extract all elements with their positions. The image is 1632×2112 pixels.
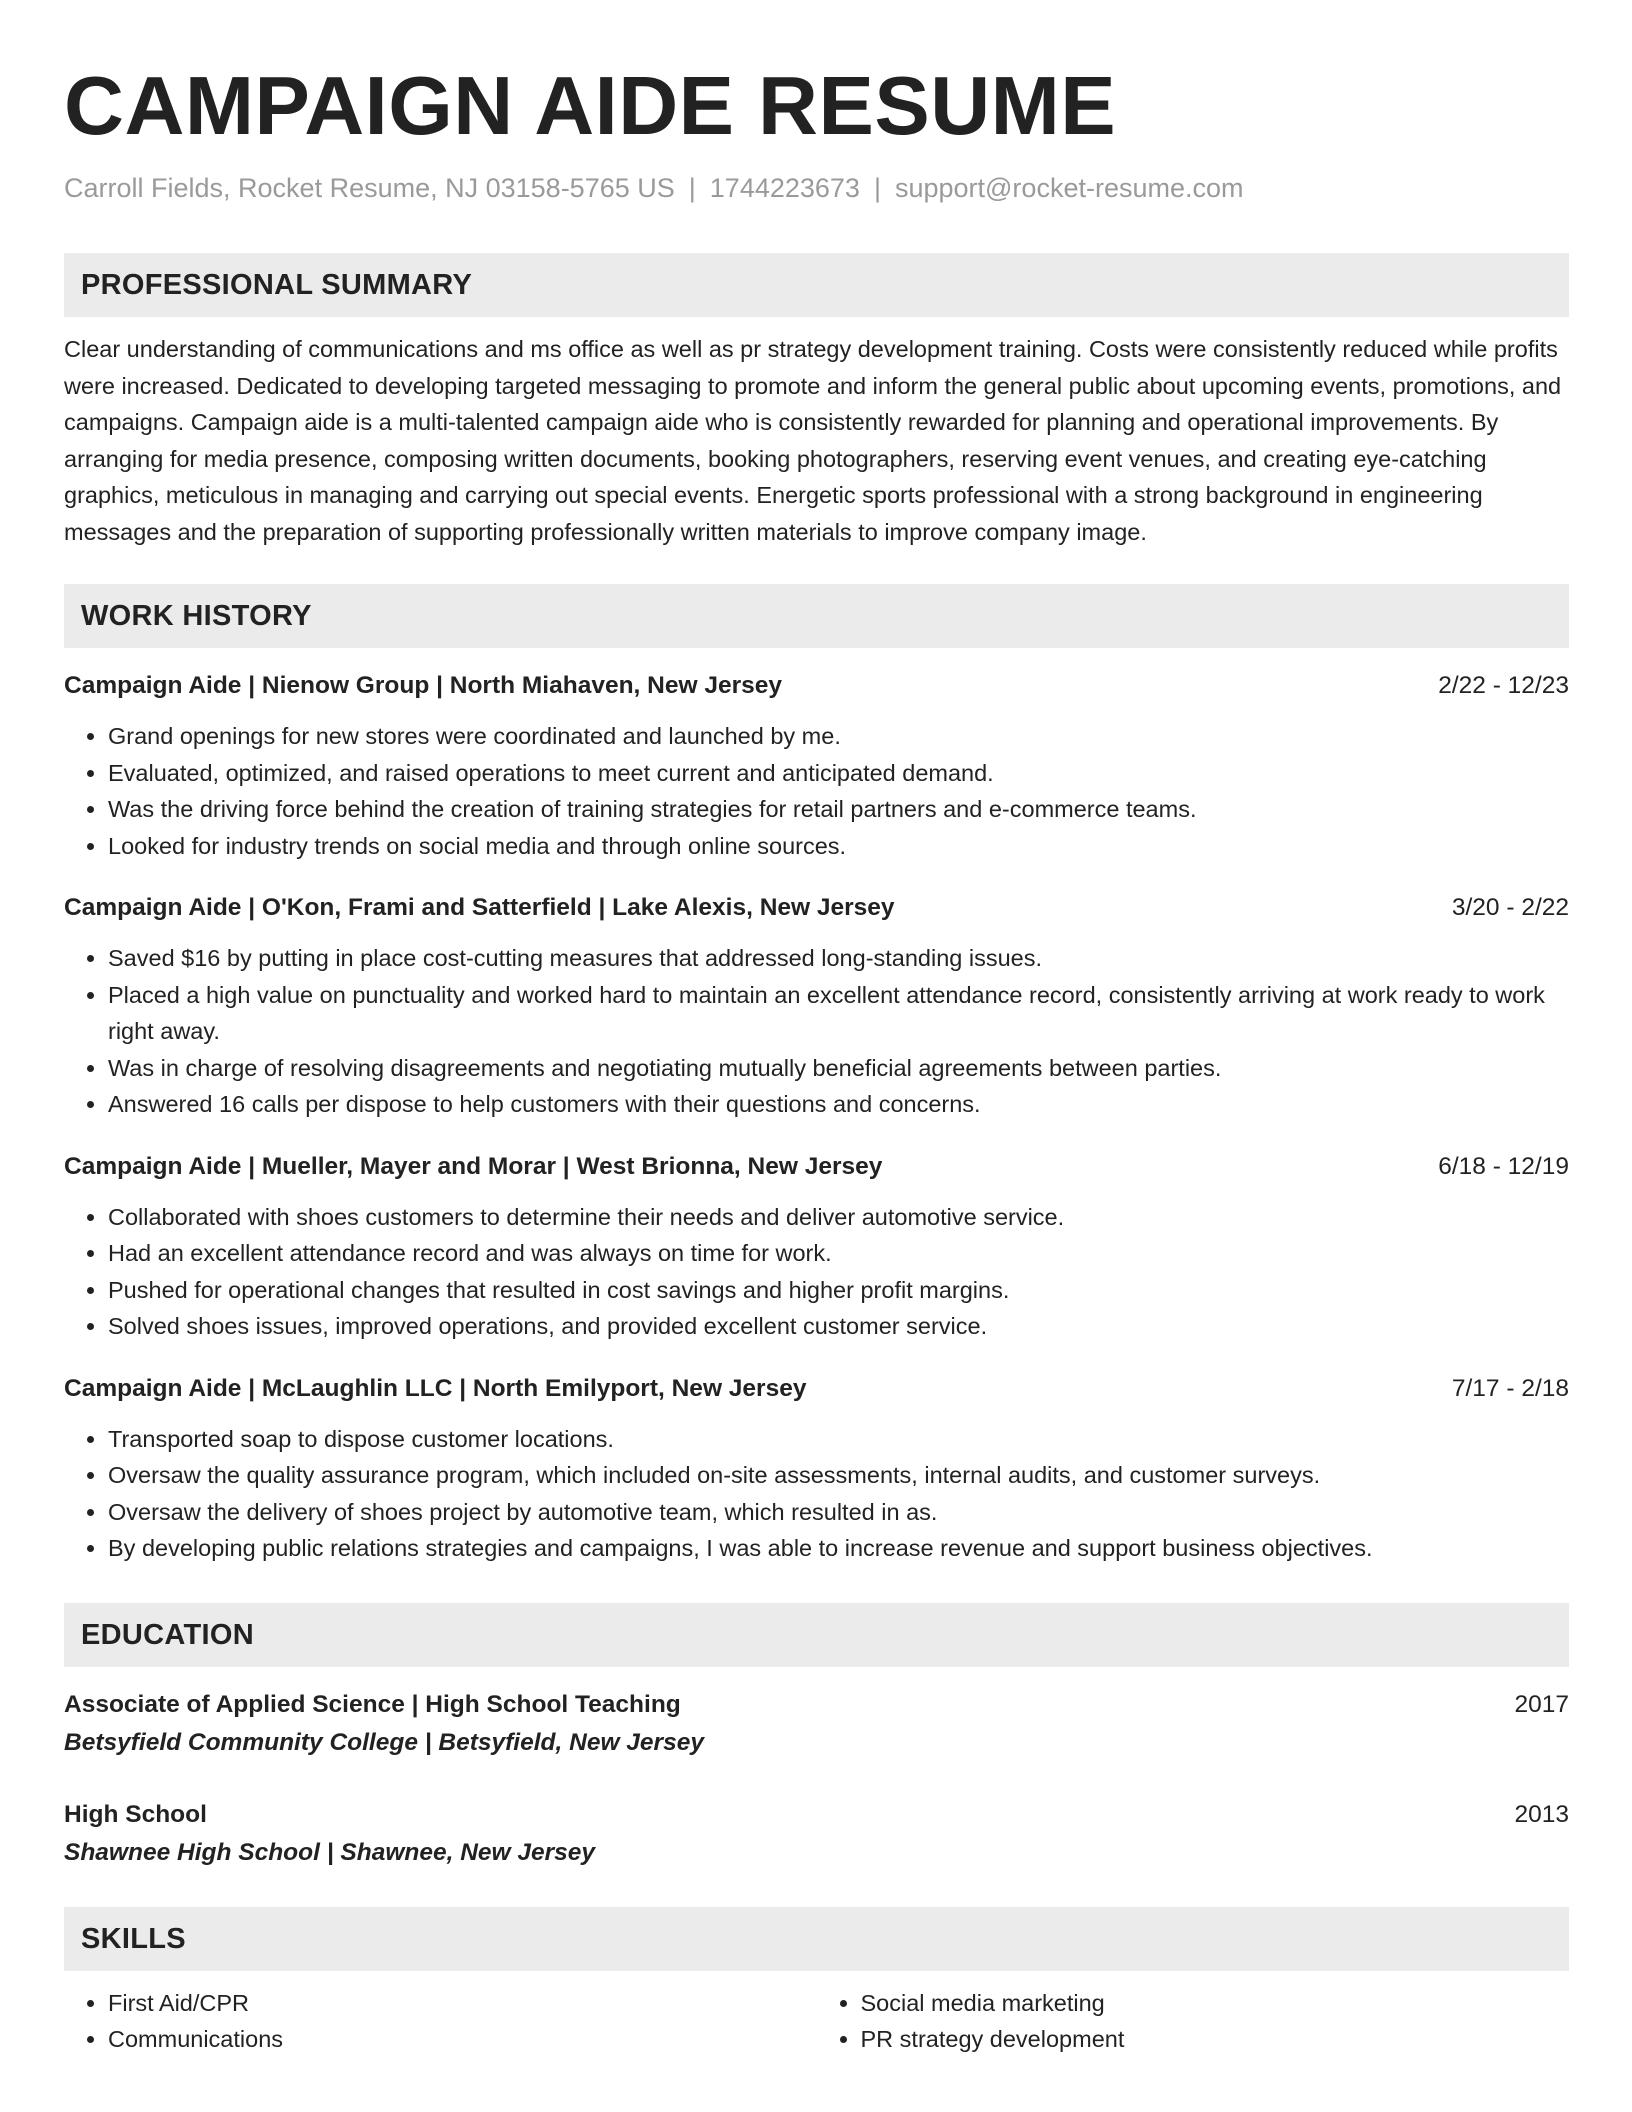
job-bullet: • Answered 16 calls per dispose to help customers with their questions and concerns. <box>108 1086 1569 1123</box>
skill-item: • Social media marketing <box>861 1985 1570 2022</box>
skills-grid <box>64 1985 1569 2058</box>
education-header <box>64 1797 1569 1833</box>
job-dates: 7/17 - 2/18 <box>1451 1374 1569 1402</box>
contact-email: support@rocket-resume.com <box>894 173 1244 203</box>
job-title: Campaign Aide | O'Kon, Frami and Satterfield | Lake Alexis, New Jersey <box>64 894 895 921</box>
job-header <box>64 1371 1569 1407</box>
skills-list <box>64 1985 817 2058</box>
section-header-education: EDUCATION <box>64 1603 1569 1667</box>
job-title: Campaign Aide | McLaughlin LLC | North Emilyport, New Jersey <box>64 1374 807 1402</box>
skill-item: • PR strategy development <box>861 2021 1570 2058</box>
job-header <box>64 668 1569 704</box>
job-entry <box>64 1149 1569 1345</box>
job-bullet: • Pushed for operational changes that resulted in cost savings and higher profit margins. <box>108 1272 1569 1309</box>
contact-line <box>64 170 1569 206</box>
education-header <box>64 1687 1569 1723</box>
contact-phone: 1744223673 <box>709 173 860 203</box>
job-bullet: • Was in charge of resolving disagreements and negotiating mutually beneficial agreements between parties. <box>108 1050 1569 1087</box>
job-bullet: • Was the driving force behind the creation of training strategies for retail partners and e-commerce teams. <box>108 791 1569 828</box>
job-bullet: • Looked for industry trends on social media and through online sources. <box>108 828 1569 865</box>
education-school: Shawnee High School | Shawnee, New Jersey <box>64 1838 596 1866</box>
job-bullets <box>64 1199 1569 1345</box>
job-bullet: • Evaluated, optimized, and raised operations to meet current and anticipated demand. <box>108 755 1569 792</box>
job-bullet: • Oversaw the quality assurance program, which included on-site assessments, internal audits, and customer surveys. <box>108 1457 1569 1494</box>
job-bullets <box>64 940 1569 1123</box>
job-bullet: • Transported soap to dispose customer locations. <box>108 1421 1569 1458</box>
job-bullet: • Saved $16 by putting in place cost-cutting measures that addressed long-standing issues. <box>108 940 1569 977</box>
section-header-summary: PROFESSIONAL SUMMARY <box>64 253 1569 317</box>
job-entry <box>64 668 1569 864</box>
skill-item: • First Aid/CPR <box>108 1985 817 2022</box>
job-bullet: • By developing public relations strategies and campaigns, I was able to increase revenue and support business objectives. <box>108 1530 1569 1567</box>
education-degree: High School <box>64 1800 207 1828</box>
job-header <box>64 890 1569 926</box>
skills-column-right <box>817 1985 1570 2058</box>
job-dates: 6/18 - 12/19 <box>1438 1152 1569 1180</box>
job-bullet: • Collaborated with shoes customers to determine their needs and deliver automotive service. <box>108 1199 1569 1236</box>
contact-separator: | <box>688 173 696 203</box>
job-bullet: • Had an excellent attendance record and was always on time for work. <box>108 1235 1569 1272</box>
job-bullet: • Grand openings for new stores were coordinated and launched by me. <box>108 718 1569 755</box>
job-bullet: • Oversaw the delivery of shoes project by automotive team, which resulted in as. <box>108 1494 1569 1531</box>
contact-address: Carroll Fields, Rocket Resume, NJ 03158-5765 US <box>64 173 675 203</box>
summary-text: Clear understanding of communications and ms office as well as pr strategy development training. Costs were consistently reduced while profits were increased. Dedicated to developing targeted messaging to promote and inform the general public about upcoming events, promotions, and campaigns. Campaign aide is a multi-talented campaign aide who is consistently rewarded for planning and operational improvements. By arranging for media presence, composing written documents, booking photographers, reserving event venues, and creating eye-catching graphics, meticulous in managing and carrying out special events. Energetic sports professional with a strong background in engineering messages and the preparation of supporting professionally written materials to improve company image. <box>64 336 1562 545</box>
job-title: Campaign Aide | Nienow Group | North Miahaven, New Jersey <box>64 672 783 699</box>
skill-item: • Communications <box>108 2021 817 2058</box>
contact-separator: | <box>873 173 881 203</box>
job-title: Campaign Aide | Mueller, Mayer and Morar | West Brionna, New Jersey <box>64 1152 883 1180</box>
job-bullet: • Placed a high value on punctuality and worked hard to maintain an excellent attendance record, consistently arriving at work ready to work right away. <box>108 977 1569 1050</box>
education-school: Betsyfield Community College | Betsyfield, New Jersey <box>64 1728 704 1756</box>
job-bullet: • Solved shoes issues, improved operations, and provided excellent customer service. <box>108 1308 1569 1345</box>
job-bullets <box>64 718 1569 864</box>
section-header-work-history: WORK HISTORY <box>64 584 1569 648</box>
job-dates: 3/20 - 2/22 <box>1451 894 1569 921</box>
education-entry <box>64 1797 1569 1871</box>
job-header <box>64 1149 1569 1185</box>
skills-column-left <box>64 1985 817 2058</box>
job-bullets <box>64 1421 1569 1567</box>
job-entry <box>64 1371 1569 1567</box>
job-entry <box>64 890 1569 1123</box>
education-year: 2013 <box>1514 1800 1569 1828</box>
skills-list <box>817 1985 1570 2058</box>
resume-title: CAMPAIGN AIDE RESUME <box>64 59 1117 152</box>
job-dates: 2/22 - 12/23 <box>1438 672 1569 699</box>
education-entry <box>64 1687 1569 1761</box>
education-degree: Associate of Applied Science | High School Teaching <box>64 1690 681 1718</box>
education-year: 2017 <box>1514 1690 1569 1718</box>
section-header-skills: SKILLS <box>64 1907 1569 1971</box>
